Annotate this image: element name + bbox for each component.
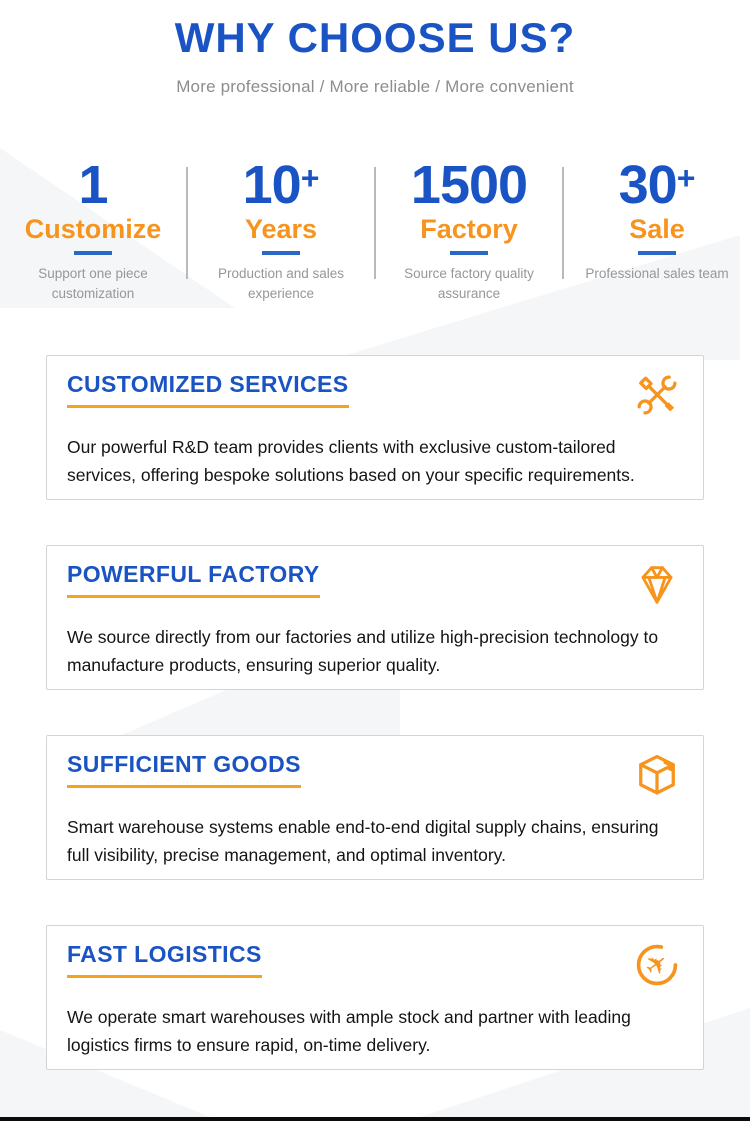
stat-sale — [564, 157, 750, 289]
svg-text:✈: ✈ — [638, 945, 676, 985]
stat-number — [376, 157, 562, 214]
feature-cards — [0, 355, 750, 1070]
stat-number-value: 1500 — [410, 155, 528, 215]
stat-description: Support one piece customization — [38, 266, 148, 301]
bottom-border-bar — [0, 1117, 750, 1121]
stat-number — [0, 157, 186, 214]
plane-icon — [631, 939, 683, 991]
stat-label: Factory — [420, 213, 518, 244]
tools-icon — [631, 369, 683, 421]
card-fast-logistics — [46, 925, 704, 1070]
stat-number — [188, 157, 374, 214]
stat-plus: + — [300, 160, 320, 196]
stat-customize — [0, 155, 186, 301]
stat-label: Sale — [629, 213, 685, 244]
stat-description: Professional sales team — [585, 266, 729, 282]
card-description: We operate smart warehouses with ample stock and partner with leading logistics firms to ensure rapid, on-time delivery. — [67, 1007, 631, 1056]
stat-label: Customize — [24, 213, 162, 244]
card-title: CUSTOMIZED SERVICES — [67, 371, 349, 408]
page-title: WHY CHOOSE US? — [174, 14, 576, 61]
stat-number-value: 1 — [78, 155, 108, 215]
stat-underline — [74, 251, 112, 255]
stats-row — [0, 155, 750, 301]
stat-number-value: 10 — [242, 155, 301, 215]
stat-label: Years — [244, 213, 318, 244]
stat-years — [188, 155, 374, 301]
card-title: SUFFICIENT GOODS — [67, 751, 301, 788]
stat-underline — [638, 251, 676, 255]
card-powerful-factory — [46, 545, 704, 690]
box-icon — [631, 749, 683, 801]
card-title: POWERFUL FACTORY — [67, 561, 320, 598]
stat-factory — [376, 155, 562, 301]
stat-underline — [450, 251, 488, 255]
stat-description: Source factory quality assurance — [404, 266, 534, 301]
card-description: Smart warehouse systems enable end-to-end digital supply chains, ensuring full visibility, precise management, and optimal inventory. — [67, 817, 659, 866]
card-customized-services — [46, 355, 704, 500]
page-subtitle: More professional / More reliable / More convenient — [176, 77, 574, 96]
stat-description: Production and sales experience — [217, 266, 345, 301]
card-sufficient-goods — [46, 735, 704, 880]
card-title: FAST LOGISTICS — [67, 941, 262, 978]
stat-plus: + — [676, 160, 696, 196]
stat-number-value: 30 — [618, 155, 677, 215]
stat-number — [564, 157, 750, 214]
card-description: Our powerful R&D team provides clients with exclusive custom-tailored services, offering bespoke solutions based on your specific requirements. — [67, 437, 635, 486]
stat-underline — [262, 251, 300, 255]
card-description: We source directly from our factories and utilize high-precision technology to manufacture products, ensuring superior quality. — [67, 627, 659, 676]
diamond-icon — [631, 559, 683, 611]
